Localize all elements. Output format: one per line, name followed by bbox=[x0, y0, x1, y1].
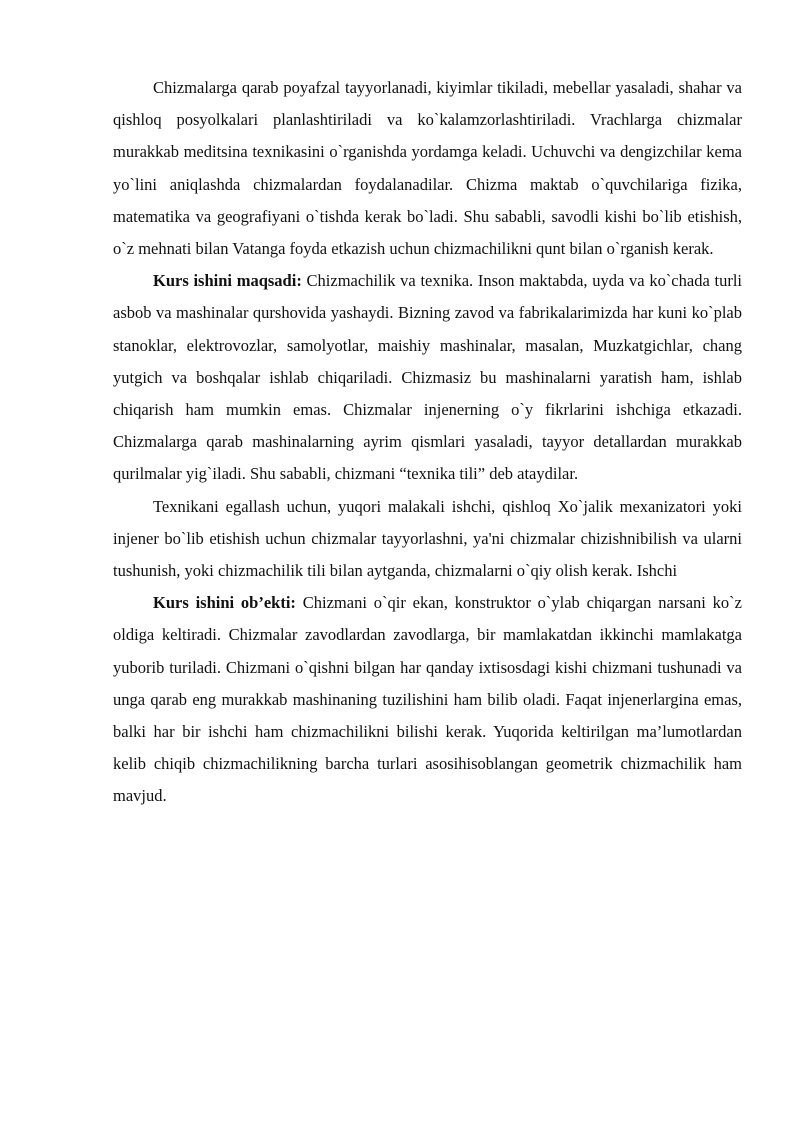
paragraph-technique bbox=[113, 491, 742, 588]
paragraph-text: Chizmalarga qarab poyafzal tayyorlanadi, kiyimlar tikiladi, mebellar yasaladi, shahar va qishloq posyolkalari planlashtiriladi va ko`kalamzorlashtiriladi. Vrachlarga chizmalar murakkab meditsina texnikasini o`rganishda yordamga keladi. Uchuvchi va dengizchilar kema yo`lini aniqlashda chizmalardan foydalanadilar. Chizma maktab o`quvchilariga fizika, matematika va geografiyani o`tishda kerak bo`ladi. Shu sababli, savodli kishi bo`lib etishish, o`z mehnati bilan Vatanga foyda etkazish uchun chizmachilikni qunt bilan o`rganish kerak. bbox=[113, 78, 742, 259]
document-page bbox=[113, 72, 742, 813]
paragraph-object bbox=[113, 587, 742, 812]
paragraph-heading: Kurs ishini maqsadi: bbox=[153, 271, 302, 291]
paragraph-text: Chizmachilik va texnika. Inson maktabda, uyda va ko`chada turli asbob va mashinalar qurshovida yashaydi. Bizning zavod va fabrikalarimizda har kuni ko`plab stanoklar, elektrovozlar, samolyotlar, maishiy mashinalar, masalan, Muzkatgichlar, chang yutgich va boshqalar ishlab chiqariladi. Chizmasiz bu mashinalarni yaratish ham, ishlab chiqarish ham mumkin emas. Chizmalar injenerning o`y fikrlarini ishchiga etkazadi. Chizmalarga qarab mashinalarning ayrim qismlari yasaladi, tayyor detallardan murakkab qurilmalar yig`iladi. Shu sababli, chizmani “texnika tili” deb ataydilar. bbox=[113, 271, 742, 484]
paragraph-text: Texnikani egallash uchun, yuqori malakali ishchi, qishloq Xo`jalik mexanizatori yoki injener bo`lib etishish uchun chizmalar tayyorlashni, ya'ni chizmalar chizishnibilish va ularni tushunish, yoki chizmachilik tili bilan aytganda, chizmalarni o`qiy olish kerak. Ishchi bbox=[113, 496, 742, 581]
paragraph-heading: Kurs ishini ob’ekti: bbox=[153, 593, 296, 613]
paragraph-text: Chizmani o`qir ekan, konstruktor o`ylab chiqargan narsani ko`z oldiga keltiradi. Chizmalar zavodlardan zavodlarga, bir mamlakatdan ikkinchi mamlakatga yuborib turiladi. Chizmani o`qishni bilgan har qanday ixtisosdagi kishi chizmani tushunadi va unga qarab eng murakkab mashinaning tuzilishini ham bilib oladi. Faqat injenerlargina emas, balki har bir ishchi ham chizmachilikni bilishi kerak. Yuqorida keltirilgan ma’lumotlardan kelib chiqib chizmachilikning barcha turlari asosihisoblangan geometrik chizmachilik ham mavjud. bbox=[113, 593, 742, 806]
paragraph-goal bbox=[113, 265, 742, 490]
paragraph-intro bbox=[113, 72, 742, 265]
